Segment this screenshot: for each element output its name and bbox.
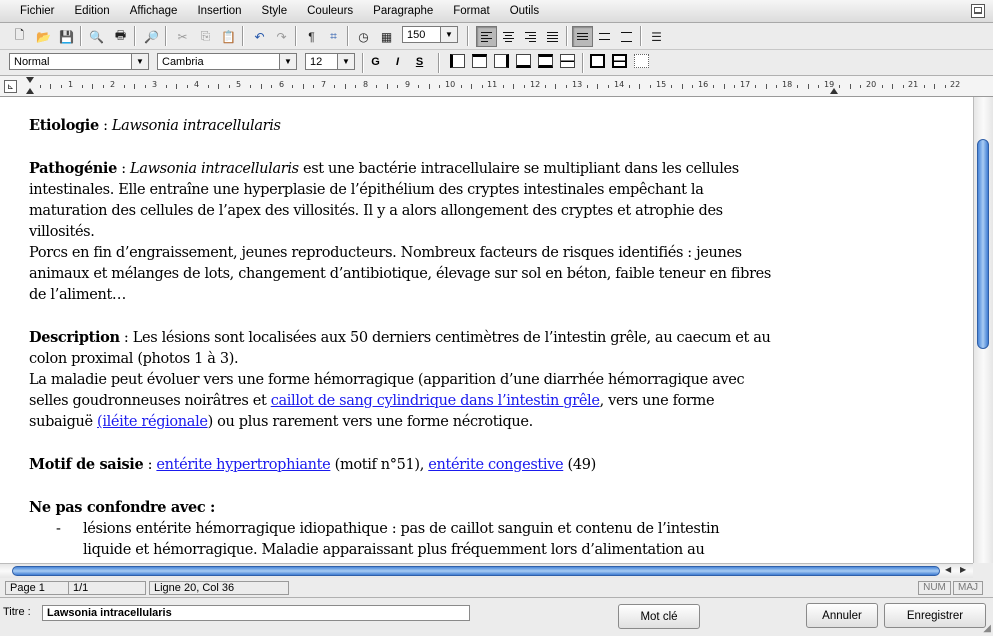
ruler-tick (713, 85, 714, 88)
menu-edition[interactable]: Edition (74, 5, 110, 17)
line-spacing-half-icon[interactable] (594, 26, 615, 47)
chevron-down-icon[interactable]: ▼ (440, 27, 457, 42)
bullet-list-icon[interactable]: ☰ (651, 29, 662, 44)
confondre-heading (29, 497, 849, 519)
menu-outils[interactable]: Outils (509, 5, 540, 17)
ruler-number: 6 (279, 80, 285, 89)
ruler-tick (208, 85, 209, 88)
ruler-tick (50, 84, 51, 89)
description-line-1 (29, 327, 849, 349)
format-toolbar (0, 50, 993, 76)
zoom-select[interactable] (402, 26, 458, 43)
ruler-tick (513, 84, 514, 89)
ruler-number: 12 (530, 80, 541, 89)
ruler-tick (882, 85, 883, 88)
border-box-icon[interactable] (590, 54, 605, 68)
align-justify-icon[interactable] (542, 26, 563, 47)
ruler-number: 20 (866, 80, 877, 89)
ruler-tick (397, 85, 398, 88)
paragraph-style-select[interactable] (9, 53, 149, 70)
ruler-tick (418, 85, 419, 88)
ruler-tick (545, 85, 546, 88)
ruler-tick (387, 84, 388, 89)
ruler-number: 19 (824, 80, 835, 89)
resize-grip-icon[interactable]: ◢ (983, 623, 991, 634)
ruler-tick (334, 85, 335, 88)
cut-icon[interactable]: ✂ (177, 29, 188, 44)
paragraph-style-value: Normal (14, 56, 50, 68)
ruler-number: 10 (445, 80, 456, 89)
toolbar-separator (467, 26, 469, 46)
line-spacing-single-icon[interactable] (572, 26, 593, 47)
pathogenie-line-4: villosités. (29, 224, 95, 240)
link-enterite-hypertrophiante[interactable]: entérite hypertrophiante (156, 457, 331, 473)
find-icon[interactable]: 🔎 (144, 29, 159, 44)
ruler-tick (692, 85, 693, 88)
keyword-button[interactable]: Mot clé (618, 604, 700, 629)
ruler-tick (461, 85, 462, 88)
bottom-bar (0, 598, 993, 636)
toolbar-separator (582, 53, 584, 73)
menu-style[interactable]: Style (261, 5, 288, 17)
porcs-line-1: Porcs en fin d’engraissement, jeunes reproducteurs. Nombreux facteurs de risques identifiés : jeunes (29, 245, 742, 261)
ruler-tick (40, 85, 41, 88)
font-size-select[interactable] (305, 53, 355, 70)
ruler-tick (808, 84, 809, 89)
scroll-left-icon[interactable]: ◀ (945, 565, 952, 574)
ruler-number: 11 (487, 80, 498, 89)
text-run: subaiguë (29, 414, 98, 430)
ruler-number: 14 (614, 80, 625, 89)
text-run: ) ou plus rarement vers une forme nécrotique. (207, 414, 533, 430)
ruler-tick (313, 85, 314, 88)
ruler-tick (439, 85, 440, 88)
toolbar-separator (134, 26, 136, 46)
text-run: : Les lésions sont localisées aux 50 derniers centimètres de l’intestin grêle, au caecum et au (119, 330, 771, 346)
ruler-number: 7 (321, 80, 327, 89)
ruler-tick (250, 85, 251, 88)
toolbar-separator (165, 26, 167, 46)
page-break-icon[interactable]: ⌗ (330, 29, 337, 43)
ruler-number: 15 (656, 80, 667, 89)
pathogenie-label: Pathogénie (29, 160, 117, 177)
maladie-line-3 (29, 412, 849, 433)
underline-button[interactable]: S (415, 56, 424, 68)
align-center-icon[interactable] (498, 26, 519, 47)
ruler-number: 9 (405, 80, 411, 89)
caps-lock-indicator: MAJ (953, 581, 983, 595)
text-run: lésions entérite hémorragique idiopathique : pas de caillot sanguin et contenu de l’intestin (83, 521, 720, 537)
print-icon[interactable]: 🖶 (114, 28, 127, 42)
ruler-tick (734, 85, 735, 88)
tab-type-icon[interactable]: ⊾ (4, 80, 17, 93)
border-top-bottom-icon[interactable] (538, 54, 553, 68)
pathogenie-italic: Lawsonia intracellularis (130, 161, 299, 177)
status-bar (0, 579, 993, 598)
ruler-number: 18 (782, 80, 793, 89)
vertical-scrollbar[interactable] (973, 97, 993, 563)
ruler-tick (471, 84, 472, 89)
border-box-split-icon[interactable] (612, 54, 627, 68)
ruler-tick (650, 85, 651, 88)
font-value: Cambria (162, 56, 204, 68)
undo-icon[interactable]: ↶ (254, 29, 265, 44)
motif-line (29, 454, 849, 476)
main-toolbar (0, 23, 993, 50)
ruler-tick (82, 85, 83, 88)
description-label: Description (29, 329, 120, 346)
document-area[interactable] (0, 97, 973, 563)
ruler-number: 22 (950, 80, 961, 89)
etiologie-value: Lawsonia intracellularis (111, 118, 281, 134)
ruler-tick (608, 85, 609, 88)
ruler-tick (776, 85, 777, 88)
vertical-scroll-thumb[interactable] (977, 139, 989, 349)
ruler-number: 3 (152, 80, 158, 89)
ruler-tick (934, 84, 935, 89)
toolbar-separator (295, 26, 297, 46)
list-dash: - (56, 521, 61, 537)
etiologie-line: Etiologie : Lawsonia intracellularis (29, 117, 281, 134)
calendar-icon[interactable]: ▦ (380, 29, 393, 44)
ruler-tick (134, 84, 135, 89)
text-run: : (143, 457, 157, 473)
toolbar-separator (242, 26, 244, 46)
ruler-tick (555, 84, 556, 89)
description-line-2: colon proximal (photos 1 à 3). (29, 351, 239, 367)
align-left-icon[interactable] (476, 26, 497, 47)
scroll-right-icon[interactable]: ▶ (960, 565, 967, 574)
ruler-tick (892, 84, 893, 89)
ruler-tick (671, 85, 672, 88)
toolbar-separator (362, 53, 364, 73)
ruler-tick (766, 84, 767, 89)
pilcrow-icon[interactable]: ¶ (308, 29, 315, 44)
ruler-tick (271, 85, 272, 88)
ruler-tick (818, 85, 819, 88)
list-item (29, 519, 849, 540)
status-page: Page 1 (5, 581, 69, 595)
align-right-icon[interactable] (520, 26, 541, 47)
ruler[interactable] (0, 76, 993, 97)
redo-icon[interactable]: ↷ (276, 29, 287, 44)
ruler-tick (429, 84, 430, 89)
text-run: selles goudronneuses noirâtres et (29, 393, 271, 409)
ruler-tick (166, 85, 167, 88)
toolbar-separator (347, 26, 349, 46)
cancel-button[interactable]: Annuler (806, 603, 878, 628)
text-run: est une bactérie intracellulaire se multipliant dans les cellules (298, 161, 739, 177)
ruler-tick (903, 85, 904, 88)
ruler-number: 5 (236, 80, 242, 89)
ruler-tick (724, 84, 725, 89)
border-right-icon[interactable] (494, 54, 509, 68)
title-label: Titre : (3, 606, 31, 618)
ruler-tick (176, 84, 177, 89)
toolbar-separator (566, 26, 568, 46)
ruler-tick (639, 84, 640, 89)
menu-bar (0, 0, 993, 23)
ruler-tick (92, 84, 93, 89)
menu-affichage[interactable]: Affichage (129, 5, 178, 17)
ruler-tick (145, 85, 146, 88)
text-run: (49) (563, 457, 596, 473)
toolbar-separator (640, 26, 642, 46)
menu-insertion[interactable]: Insertion (197, 5, 242, 17)
border-none-icon[interactable] (634, 54, 649, 68)
ruler-number: 16 (698, 80, 709, 89)
bold-button[interactable]: G (371, 56, 380, 68)
clock-icon[interactable]: ◷ (358, 29, 369, 44)
ruler-tick (524, 85, 525, 88)
link-enterite-congestive[interactable]: entérite congestive (428, 457, 564, 473)
ruler-tick (850, 84, 851, 89)
ruler-tick (797, 85, 798, 88)
text-run: , vers une forme (599, 393, 715, 409)
pathogenie-line-3: maturation des cellules de l’apex des villosités. Il y a alors allongement des cryptes et atrophie des (29, 203, 723, 219)
print-preview-icon[interactable]: 🔍 (89, 29, 104, 44)
ruler-tick (945, 85, 946, 88)
border-top-icon[interactable] (472, 54, 487, 68)
text-run: (motif n°51), (330, 457, 429, 473)
chevron-down-icon[interactable]: ▼ (131, 54, 148, 69)
paste-icon[interactable]: 📋 (221, 29, 236, 44)
ruler-tick (303, 84, 304, 89)
confondre-label: Ne pas confondre avec : (29, 499, 216, 516)
ruler-tick (124, 85, 125, 88)
link-caillot-sang[interactable]: caillot de sang cylindrique dans l’intestin grêle (270, 393, 600, 409)
toolbar-separator (80, 26, 82, 46)
maladie-line-1: La maladie peut évoluer vers une forme hémorragique (apparition d’une diarrhée hémorragique avec (29, 372, 745, 388)
ruler-tick (860, 85, 861, 88)
ruler-tick (355, 85, 356, 88)
ruler-tick (376, 85, 377, 88)
status-position: Ligne 20, Col 36 (149, 581, 289, 595)
porcs-line-3: de l’aliment… (29, 287, 127, 303)
left-indent-marker[interactable] (26, 88, 34, 94)
pathogenie-line-1: Pathogénie : Lawsonia intracellularis est une bactérie intracellulaire se multipliant dans les cellules (29, 160, 739, 177)
ruler-tick (587, 85, 588, 88)
border-left-icon[interactable] (450, 54, 465, 68)
ruler-tick (61, 85, 62, 88)
ruler-tick (218, 84, 219, 89)
ruler-tick (597, 84, 598, 89)
ruler-tick (755, 85, 756, 88)
ruler-tick (839, 85, 840, 88)
ruler-tick (261, 84, 262, 89)
ruler-number: 13 (572, 80, 583, 89)
pathogenie-line-2: intestinales. Elle entraîne une hyperplasie de l’épithélium des cryptes intestinales empêchant la (29, 182, 704, 198)
new-document-icon[interactable]: 🗋 (14, 28, 25, 42)
etiologie-label: Etiologie (29, 117, 99, 134)
menu-couleurs[interactable]: Couleurs (307, 5, 354, 17)
horizontal-scrollbar[interactable] (0, 563, 973, 578)
ruler-tick (629, 85, 630, 88)
zoom-value: 150 (407, 29, 426, 41)
ruler-number: 2 (110, 80, 116, 89)
ruler-tick (103, 85, 104, 88)
status-page-count: 1/1 (68, 581, 146, 595)
menu-format[interactable]: Format (453, 5, 490, 17)
ruler-tick (482, 85, 483, 88)
ruler-tick (566, 85, 567, 88)
ruler-tick (345, 84, 346, 89)
italic-button[interactable]: I (395, 56, 400, 68)
ruler-tick (924, 85, 925, 88)
document-content[interactable] (29, 115, 849, 561)
border-bottom-icon[interactable] (516, 54, 531, 68)
ruler-number: 21 (908, 80, 919, 89)
menu-fichier[interactable]: Fichier (20, 5, 55, 17)
ruler-number: 8 (363, 80, 369, 89)
ruler-tick (229, 85, 230, 88)
ruler-number: 4 (194, 80, 200, 89)
motif-label: Motif de saisie (29, 456, 144, 473)
font-select[interactable] (157, 53, 297, 70)
open-folder-icon[interactable]: 📂 (36, 29, 51, 44)
first-line-indent-marker[interactable] (26, 77, 34, 83)
window-toggle-icon[interactable] (971, 4, 985, 18)
line-spacing-double-icon[interactable] (616, 26, 637, 47)
num-lock-indicator: NUM (918, 581, 951, 595)
copy-icon[interactable]: ⎘ (200, 29, 211, 43)
title-input[interactable]: Lawsonia intracellularis (42, 605, 470, 621)
chevron-down-icon[interactable]: ▼ (337, 54, 354, 69)
porcs-line-2: animaux et mélanges de lots, changement d’antibiotique, élevage sur sol en béton, faible teneur en fibres (29, 266, 771, 282)
save-disk-icon[interactable]: 💾 (59, 29, 74, 44)
link-ileite-regionale[interactable]: (iléite régionale (97, 414, 208, 430)
border-middle-icon[interactable] (560, 54, 575, 68)
ruler-tick (292, 85, 293, 88)
save-button[interactable]: Enregistrer (884, 603, 986, 628)
horizontal-scroll-thumb[interactable] (12, 566, 940, 576)
ruler-number: 1 (68, 80, 74, 89)
ruler-number: 17 (740, 80, 751, 89)
font-size-value: 12 (310, 56, 323, 68)
list-item-continuation: liquide et hémorragique. Maladie apparaissant plus fréquemment lors d’alimentation au (83, 542, 705, 558)
ruler-tick (503, 85, 504, 88)
toolbar-separator (438, 53, 440, 73)
maladie-line-2 (29, 391, 849, 412)
menu-paragraphe[interactable]: Paragraphe (373, 5, 434, 17)
ruler-tick (682, 84, 683, 89)
ruler-tick (187, 85, 188, 88)
chevron-down-icon[interactable]: ▼ (279, 54, 296, 69)
